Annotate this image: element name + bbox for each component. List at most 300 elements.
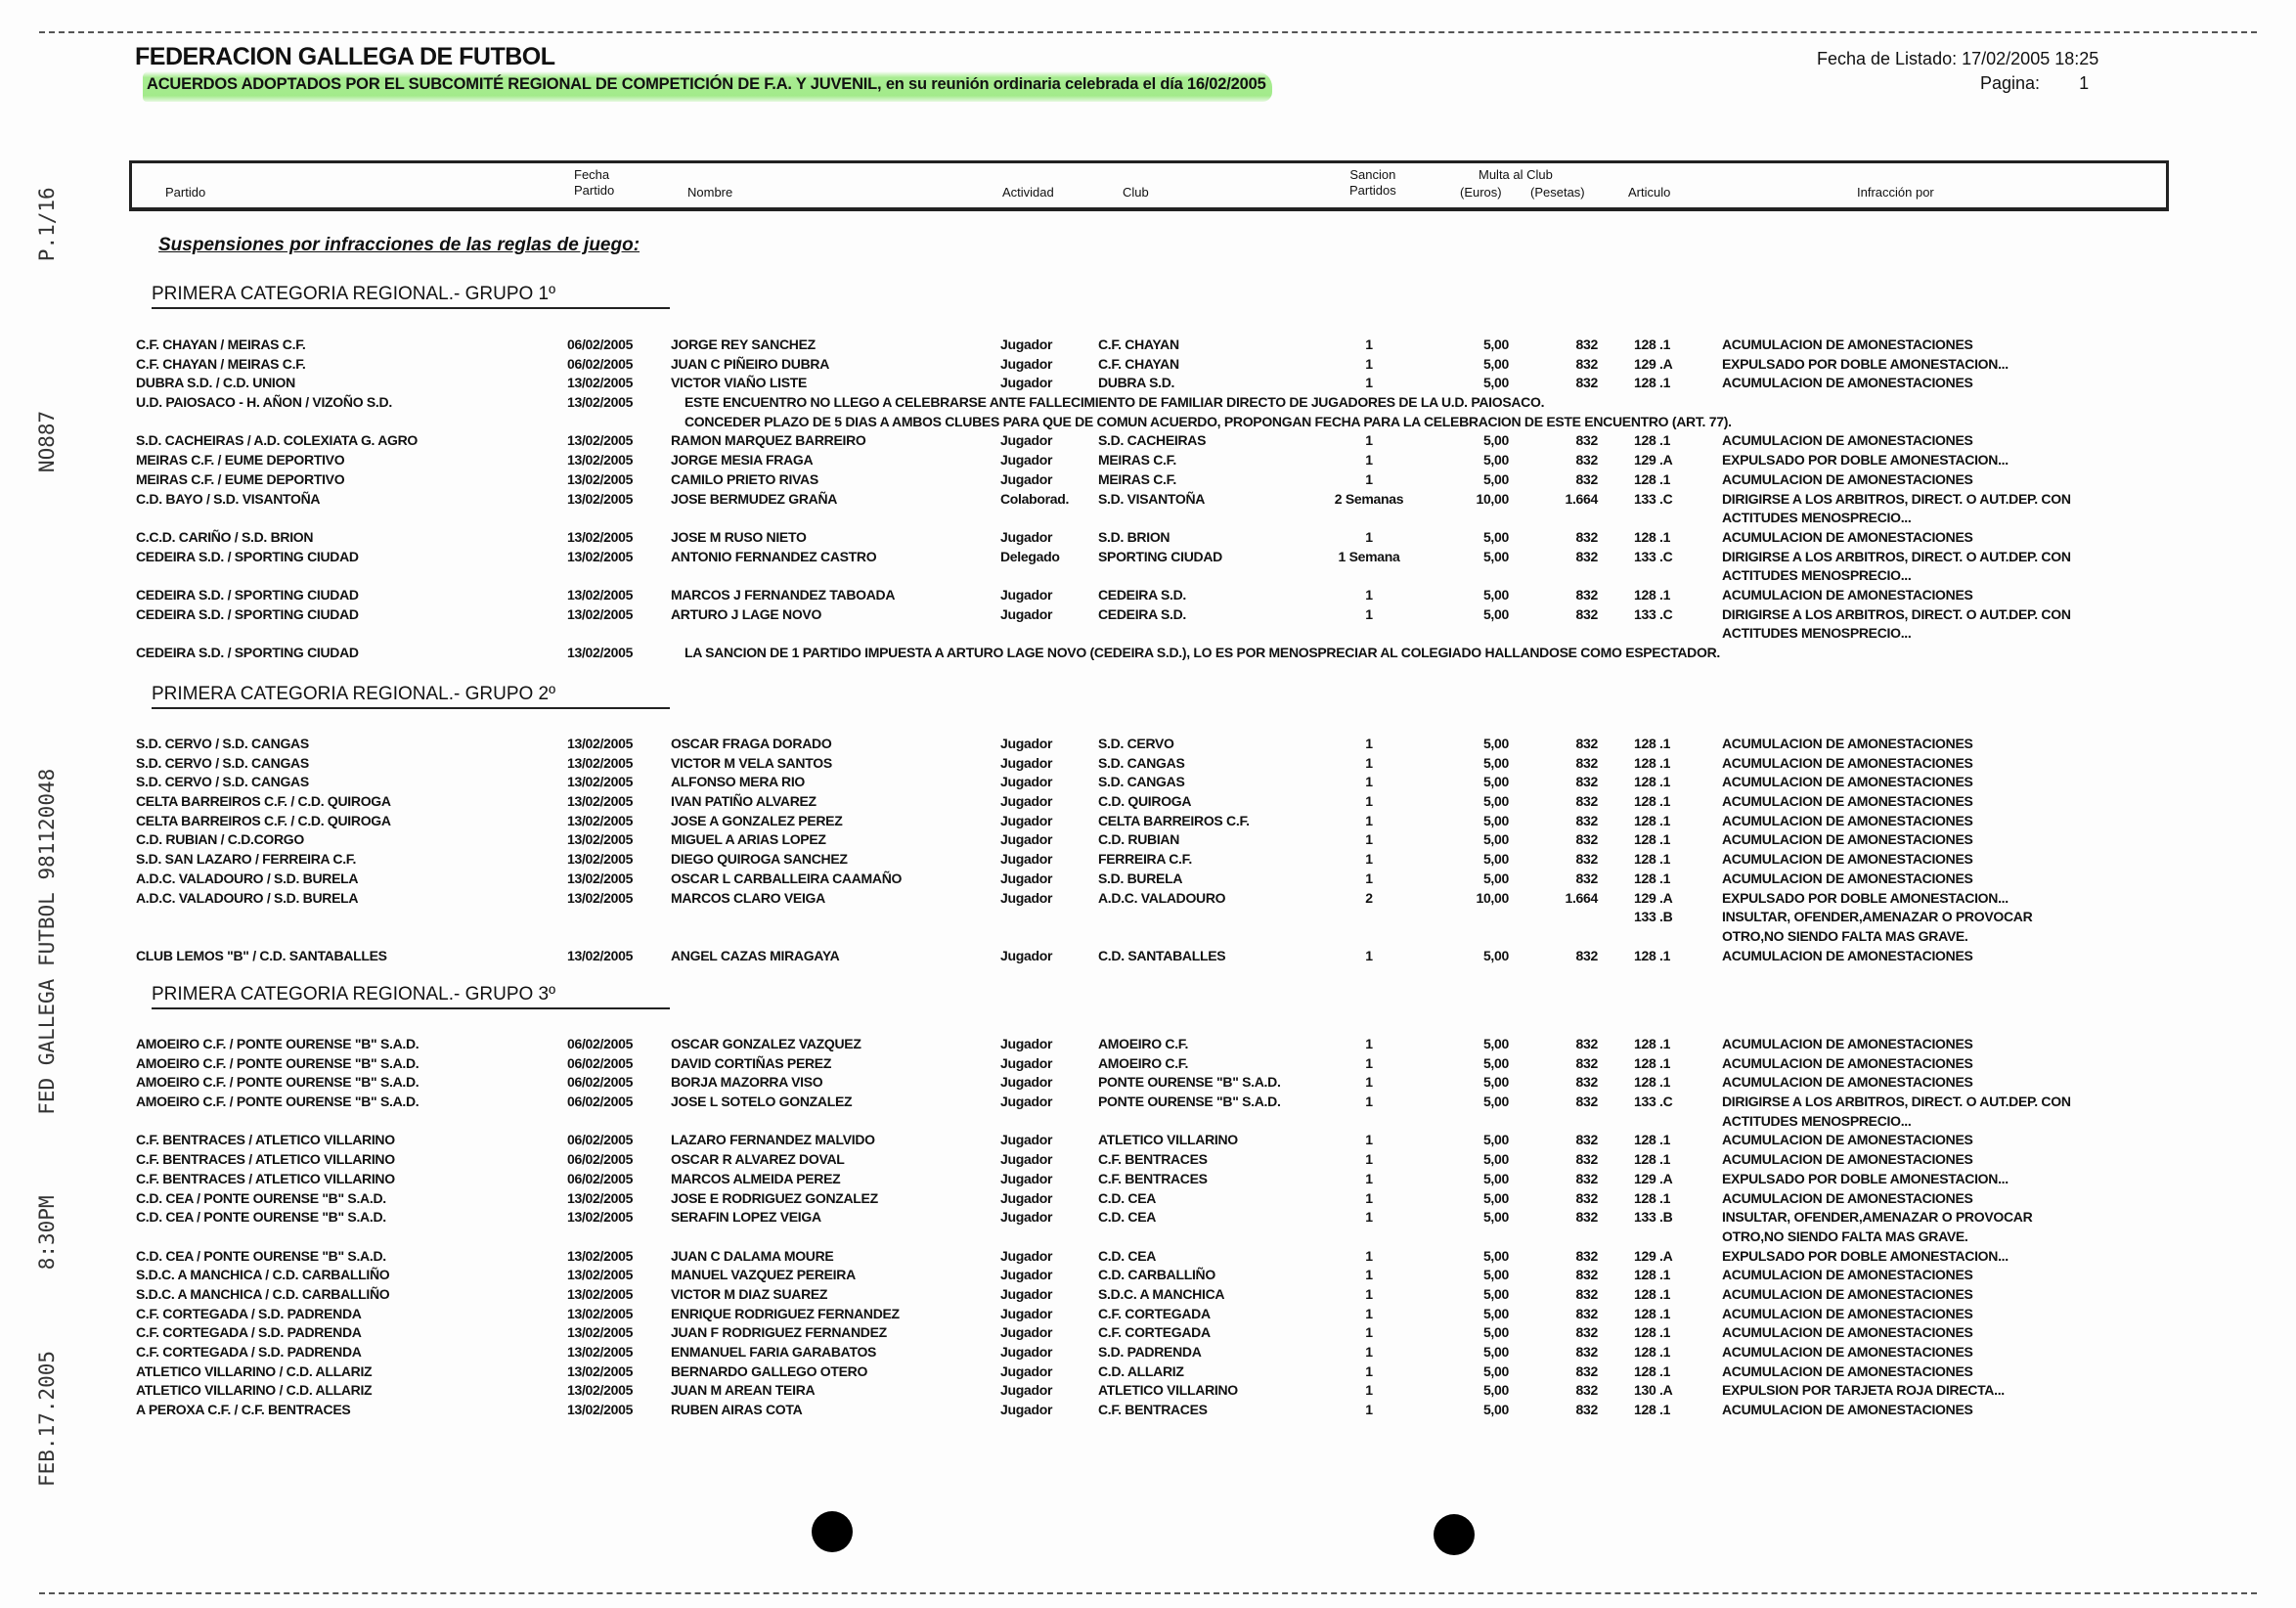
euros-cell: 5,00: [1482, 1247, 1509, 1264]
club-cell: AMOEIRO C.F.: [1098, 1054, 1189, 1071]
club-cell: FERREIRA C.F.: [1098, 851, 1192, 868]
note-line: ESTE ENCUENTRO NO LLEGO A CELEBRARSE ANTE FALLECIMIENTO DE FAMILIAR DIRECTO DE JUGADORES DE LA U.D. PAIOSACO.: [684, 394, 1545, 411]
partido-cell: A PEROXA C.F. / C.F. BENTRACES: [136, 1402, 351, 1418]
col-euros: (Euros): [1460, 185, 1502, 200]
infraccion-line: ACUMULACION DE AMONESTACIONES: [1722, 1036, 1973, 1051]
infraccion-line: ACUMULACION DE AMONESTACIONES: [1722, 1074, 1973, 1091]
actividad-cell: Jugador: [1000, 1285, 1053, 1302]
infraccion-line: ACUMULACION DE AMONESTACIONES: [1722, 470, 1973, 487]
euros-cell: 5,00: [1482, 432, 1509, 449]
infraccion-line: ACTITUDES MENOSPRECIO...: [1722, 567, 1912, 584]
actividad-cell: Jugador: [1000, 1305, 1053, 1321]
fecha-cell: 13/02/2005: [567, 1402, 634, 1418]
partido-cell: ATLETICO VILLARINO / C.D. ALLARIZ: [136, 1362, 373, 1379]
partido-cell: CLUB LEMOS "B" / C.D. SANTABALLES: [136, 947, 387, 963]
articulo-cell: 128 .1: [1634, 470, 1671, 487]
articulo-cell: 128 .1: [1634, 1402, 1671, 1418]
fecha-cell: 13/02/2005: [567, 375, 634, 391]
infraccion-line: ACUMULACION DE AMONESTACIONES: [1722, 375, 1973, 391]
partido-cell: S.D. CACHEIRAS / A.D. COLEXIATA G. AGRO: [136, 432, 419, 449]
infraccion-line: ACUMULACION DE AMONESTACIONES: [1722, 812, 1973, 828]
articulo-cell: 129 .A: [1634, 452, 1673, 469]
pesetas-cell: 832: [1575, 355, 1598, 372]
club-cell: C.F. CORTEGADA: [1098, 1324, 1211, 1341]
note-row: [0, 644, 2296, 663]
table-row: [0, 355, 2296, 375]
articulo-cell: 128 .1: [1634, 336, 1671, 352]
fecha-cell: 06/02/2005: [567, 1170, 634, 1186]
partido-cell: S.D. CERVO / S.D. CANGAS: [136, 754, 309, 771]
table-row: [0, 1343, 2296, 1362]
pesetas-cell: 832: [1575, 1305, 1598, 1321]
table-row: [0, 1305, 2296, 1324]
table-row: [0, 470, 2296, 490]
sancion-cell: 1: [1365, 1324, 1373, 1341]
infraccion-line: ACUMULACION DE AMONESTACIONES: [1722, 1324, 1973, 1341]
fecha-cell: 13/02/2005: [567, 586, 634, 603]
euros-cell: 5,00: [1482, 1267, 1509, 1283]
actividad-cell: Jugador: [1000, 452, 1053, 469]
articulo-cell: 128 .1: [1634, 1036, 1671, 1051]
articulo-cell: 128 .1: [1634, 793, 1671, 810]
infraccion-line: ACUMULACION DE AMONESTACIONES: [1722, 754, 1973, 771]
partido-cell: A.D.C. VALADOURO / S.D. BURELA: [136, 870, 359, 886]
partido-cell: C.F. BENTRACES / ATLETICO VILLARINO: [136, 1132, 395, 1148]
nombre-cell: MIGUEL A ARIAS LOPEZ: [671, 831, 826, 848]
col-actividad: Actividad: [1002, 185, 1054, 200]
articulo-cell: 128 .1: [1634, 851, 1671, 868]
infraccion-line: DIRIGIRSE A LOS ARBITROS, DIRECT. O AUT.DEP. CON: [1722, 1094, 2071, 1110]
actividad-cell: Jugador: [1000, 1402, 1053, 1418]
nombre-cell: RUBEN AIRAS COTA: [671, 1402, 803, 1418]
nombre-cell: JORGE REY SANCHEZ: [671, 336, 816, 352]
infraccion-line: ACUMULACION DE AMONESTACIONES: [1722, 1151, 1973, 1168]
table-row: [0, 773, 2296, 792]
euros-cell: 10,00: [1476, 889, 1509, 906]
pesetas-cell: 832: [1575, 432, 1598, 449]
pesetas-cell: 832: [1575, 812, 1598, 828]
pesetas-cell: 832: [1575, 1094, 1598, 1110]
club-cell: A.D.C. VALADOURO: [1098, 889, 1226, 906]
fecha-cell: 06/02/2005: [567, 1036, 634, 1051]
club-cell: C.F. BENTRACES: [1098, 1402, 1208, 1418]
table-row: [0, 1401, 2296, 1420]
euros-cell: 5,00: [1482, 1344, 1509, 1361]
table-row: [0, 1093, 2296, 1131]
infraccion-line: ACUMULACION DE AMONESTACIONES: [1722, 870, 1973, 886]
fax-number: NO887: [35, 410, 59, 473]
euros-cell: 5,00: [1482, 528, 1509, 545]
partido-cell: AMOEIRO C.F. / PONTE OURENSE "B" S.A.D.: [136, 1094, 419, 1110]
articulo-cell: 133 .C: [1634, 1094, 1673, 1110]
nombre-cell: VICTOR M DIAZ SUAREZ: [671, 1285, 828, 1302]
partido-cell: C.F. BENTRACES / ATLETICO VILLARINO: [136, 1151, 395, 1168]
euros-cell: 5,00: [1482, 870, 1509, 886]
club-cell: MEIRAS C.F.: [1098, 470, 1176, 487]
euros-cell: 5,00: [1482, 1402, 1509, 1418]
articulo-cell: 128 .1: [1634, 1362, 1671, 1379]
infraccion-line: ACUMULACION DE AMONESTACIONES: [1722, 1402, 1973, 1418]
fax-sender: FED GALLEGA FUTBOL 981120048: [35, 768, 59, 1115]
euros-cell: 10,00: [1476, 490, 1509, 507]
fecha-cell: 13/02/2005: [567, 452, 634, 469]
pesetas-cell: 832: [1575, 1054, 1598, 1071]
articulo-cell: 128 .1: [1634, 586, 1671, 603]
articulo-cell: 133 .B: [1634, 1209, 1673, 1226]
infraccion-line: ACUMULACION DE AMONESTACIONES: [1722, 1054, 1973, 1071]
infraccion-line: ACUMULACION DE AMONESTACIONES: [1722, 774, 1973, 790]
sancion-cell: 1: [1365, 1402, 1373, 1418]
infraccion-line: ACTITUDES MENOSPRECIO...: [1722, 510, 1912, 526]
euros-cell: 5,00: [1482, 1285, 1509, 1302]
actividad-cell: Jugador: [1000, 355, 1053, 372]
club-cell: AMOEIRO C.F.: [1098, 1036, 1189, 1051]
column-header: [129, 160, 2169, 211]
pesetas-cell: 832: [1575, 774, 1598, 790]
club-cell: CEDEIRA S.D.: [1098, 605, 1187, 622]
table-row: [0, 431, 2296, 451]
nombre-cell: OSCAR FRAGA DORADO: [671, 736, 832, 751]
pesetas-cell: 1.664: [1565, 490, 1598, 507]
actividad-cell: Jugador: [1000, 1189, 1053, 1206]
club-cell: SPORTING CIUDAD: [1098, 548, 1222, 564]
table-row: [0, 1266, 2296, 1285]
actividad-cell: Jugador: [1000, 1324, 1053, 1341]
table-row: [0, 812, 2296, 831]
table-row: [0, 1381, 2296, 1401]
club-cell: PONTE OURENSE "B" S.A.D.: [1098, 1074, 1281, 1091]
col-sancion-line1: Sancion: [1349, 167, 1396, 182]
actividad-cell: Delegado: [1000, 548, 1060, 564]
col-infraccion: Infracción por: [1857, 185, 1934, 200]
partido-cell: C.D. CEA / PONTE OURENSE "B" S.A.D.: [136, 1247, 386, 1264]
club-cell: CELTA BARREIROS C.F.: [1098, 812, 1250, 828]
euros-cell: 5,00: [1482, 605, 1509, 622]
articulo-cell: 128 .1: [1634, 774, 1671, 790]
sancion-cell: 1: [1365, 947, 1373, 963]
club-cell: C.D. ALLARIZ: [1098, 1362, 1184, 1379]
partido-cell: S.D. CERVO / S.D. CANGAS: [136, 774, 309, 790]
sancion-cell: 1: [1365, 1036, 1373, 1051]
pesetas-cell: 832: [1575, 1285, 1598, 1302]
partido-cell: C.F. CHAYAN / MEIRAS C.F.: [136, 355, 306, 372]
nombre-cell: ENRIQUE RODRIGUEZ FERNANDEZ: [671, 1305, 900, 1321]
fecha-cell: 13/02/2005: [567, 1267, 634, 1283]
group-title-3: PRIMERA CATEGORIA REGIONAL.- GRUPO 3º: [152, 984, 670, 1009]
infraccion-line: OTRO,NO SIENDO FALTA MAS GRAVE.: [1722, 1228, 1968, 1244]
infraccion-line: ACUMULACION DE AMONESTACIONES: [1722, 736, 1973, 751]
group-rows-2: [0, 735, 2296, 965]
nombre-cell: MARCOS ALMEIDA PEREZ: [671, 1170, 841, 1186]
pesetas-cell: 832: [1575, 1267, 1598, 1283]
partido-cell: ATLETICO VILLARINO / C.D. ALLARIZ: [136, 1382, 373, 1399]
fecha-cell: 13/02/2005: [567, 605, 634, 622]
nombre-cell: DAVID CORTIÑAS PEREZ: [671, 1054, 832, 1071]
nombre-cell: JOSE BERMUDEZ GRAÑA: [671, 490, 838, 507]
table-row: [0, 528, 2296, 548]
actividad-cell: Jugador: [1000, 1151, 1053, 1168]
euros-cell: 5,00: [1482, 1054, 1509, 1071]
euros-cell: 5,00: [1482, 1362, 1509, 1379]
nombre-cell: ANGEL CAZAS MIRAGAYA: [671, 947, 840, 963]
infraccion-line: DIRIGIRSE A LOS ARBITROS, DIRECT. O AUT.DEP. CON: [1722, 548, 2071, 564]
articulo-cell: 128 .1: [1634, 1132, 1671, 1148]
actividad-cell: Jugador: [1000, 375, 1053, 391]
articulo-cell: 133 .B: [1634, 909, 1673, 925]
euros-cell: 5,00: [1482, 812, 1509, 828]
nombre-cell: ENMANUEL FARIA GARABATOS: [671, 1344, 877, 1361]
partido-cell: S.D. CERVO / S.D. CANGAS: [136, 736, 309, 751]
fecha-cell: 13/02/2005: [567, 1305, 634, 1321]
club-cell: S.D. CACHEIRAS: [1098, 432, 1207, 449]
sancion-cell: 1: [1365, 1189, 1373, 1206]
scan-edge-bottom: [39, 1592, 2257, 1594]
club-cell: C.D. QUIROGA: [1098, 793, 1192, 810]
fecha-cell: 13/02/2005: [567, 1209, 634, 1226]
club-cell: DUBRA S.D.: [1098, 375, 1175, 391]
sancion-cell: 1: [1365, 1344, 1373, 1361]
infraccion-line: ACUMULACION DE AMONESTACIONES: [1722, 1305, 1973, 1321]
table-row: [0, 830, 2296, 850]
scan-edge-top: [39, 31, 2257, 33]
pesetas-cell: 832: [1575, 1324, 1598, 1341]
fecha-cell: 13/02/2005: [567, 1247, 634, 1264]
actividad-cell: Jugador: [1000, 754, 1053, 771]
pesetas-cell: 832: [1575, 1344, 1598, 1361]
actividad-cell: Jugador: [1000, 851, 1053, 868]
sancion-cell: 1: [1365, 774, 1373, 790]
sancion-cell: 1: [1365, 355, 1373, 372]
euros-cell: 5,00: [1482, 470, 1509, 487]
euros-cell: 5,00: [1482, 793, 1509, 810]
articulo-cell: 133 .C: [1634, 605, 1673, 622]
fax-time: 8:30PM: [35, 1195, 59, 1271]
col-pesetas: (Pesetas): [1530, 185, 1585, 200]
table-row: [0, 792, 2296, 812]
nombre-cell: JUAN M AREAN TEIRA: [671, 1382, 816, 1399]
group-rows-3: [0, 1035, 2296, 1420]
nombre-cell: JORGE MESIA FRAGA: [671, 452, 814, 469]
listing-date: [1817, 49, 2098, 69]
pesetas-cell: 832: [1575, 336, 1598, 352]
col-sancion-line2: Partidos: [1349, 183, 1396, 198]
fecha-cell: 13/02/2005: [567, 947, 634, 963]
fecha-cell: 13/02/2005: [567, 754, 634, 771]
partido-cell: CEDEIRA S.D. / SPORTING CIUDAD: [136, 586, 359, 603]
sancion-cell: 2: [1365, 889, 1373, 906]
infraccion-line: EXPULSION POR TARJETA ROJA DIRECTA...: [1722, 1382, 2005, 1399]
partido-cell: CEDEIRA S.D. / SPORTING CIUDAD: [136, 605, 359, 622]
actividad-cell: Jugador: [1000, 1036, 1053, 1051]
nombre-cell: SERAFIN LOPEZ VEIGA: [671, 1209, 821, 1226]
actividad-cell: Jugador: [1000, 1344, 1053, 1361]
nombre-cell: JOSE A GONZALEZ PEREZ: [671, 812, 843, 828]
articulo-cell: 128 .1: [1634, 528, 1671, 545]
sancion-cell: 1: [1365, 1382, 1373, 1399]
fecha-cell: 13/02/2005: [567, 1344, 634, 1361]
articulo-cell: 128 .1: [1634, 1305, 1671, 1321]
sancion-cell: 1: [1365, 1132, 1373, 1148]
fecha-cell: 13/02/2005: [567, 490, 634, 507]
pesetas-cell: 1.664: [1565, 889, 1598, 906]
sancion-cell: 1: [1365, 528, 1373, 545]
sancion-cell: 1: [1365, 1209, 1373, 1226]
nombre-cell: BORJA MAZORRA VISO: [671, 1074, 823, 1091]
fecha-cell: 13/02/2005: [567, 870, 634, 886]
nombre-cell: VICTOR M VELA SANTOS: [671, 754, 832, 771]
table-row: [0, 870, 2296, 889]
sancion-cell: 1: [1365, 831, 1373, 848]
fecha-cell: 13/02/2005: [567, 1189, 634, 1206]
articulo-cell: 128 .1: [1634, 1074, 1671, 1091]
club-cell: C.F. CORTEGADA: [1098, 1305, 1211, 1321]
pesetas-cell: 832: [1575, 586, 1598, 603]
pesetas-cell: 832: [1575, 754, 1598, 771]
nombre-cell: MANUEL VAZQUEZ PEREIRA: [671, 1267, 856, 1283]
euros-cell: 5,00: [1482, 1036, 1509, 1051]
fax-date: FEB.17.2005: [35, 1350, 59, 1487]
euros-cell: 5,00: [1482, 586, 1509, 603]
articulo-cell: 128 .1: [1634, 1344, 1671, 1361]
nombre-cell: CAMILO PRIETO RIVAS: [671, 470, 818, 487]
col-club: Club: [1123, 185, 1149, 200]
infraccion-line: ACUMULACION DE AMONESTACIONES: [1722, 1267, 1973, 1283]
table-row: [0, 1189, 2296, 1209]
table-row: [0, 1323, 2296, 1343]
partido-cell: S.D.C. A MANCHICA / C.D. CARBALLIÑO: [136, 1267, 390, 1283]
infraccion-line: ACTITUDES MENOSPRECIO...: [1722, 1112, 1912, 1129]
euros-cell: 5,00: [1482, 1324, 1509, 1341]
sancion-cell: 1: [1365, 1094, 1373, 1110]
articulo-cell: 128 .1: [1634, 1285, 1671, 1302]
actividad-cell: Jugador: [1000, 831, 1053, 848]
sancion-cell: 1: [1365, 1267, 1373, 1283]
infraccion-line: ACUMULACION DE AMONESTACIONES: [1722, 586, 1973, 603]
euros-cell: 5,00: [1482, 831, 1509, 848]
group-title-1: PRIMERA CATEGORIA REGIONAL.- GRUPO 1º: [152, 284, 670, 309]
table-row: [0, 735, 2296, 754]
euros-cell: 5,00: [1482, 355, 1509, 372]
articulo-cell: 128 .1: [1634, 1054, 1671, 1071]
sancion-cell: 1: [1365, 1305, 1373, 1321]
euros-cell: 5,00: [1482, 1170, 1509, 1186]
sancion-cell: 1: [1365, 1285, 1373, 1302]
club-cell: C.F. BENTRACES: [1098, 1170, 1208, 1186]
actividad-cell: Jugador: [1000, 736, 1053, 751]
nombre-cell: JOSE M RUSO NIETO: [671, 528, 807, 545]
club-cell: C.F. BENTRACES: [1098, 1151, 1208, 1168]
actividad-cell: Colaborad.: [1000, 490, 1070, 507]
fecha-cell: 13/02/2005: [567, 470, 634, 487]
articulo-cell: 128 .1: [1634, 1189, 1671, 1206]
actividad-cell: Jugador: [1000, 947, 1053, 963]
club-cell: C.D. CEA: [1098, 1209, 1157, 1226]
col-partido: Partido: [165, 185, 206, 200]
nombre-cell: LAZARO FERNANDEZ MALVIDO: [671, 1132, 875, 1148]
pesetas-cell: 832: [1575, 1209, 1598, 1226]
club-cell: MEIRAS C.F.: [1098, 452, 1176, 469]
fecha-cell: 06/02/2005: [567, 1094, 634, 1110]
partido-cell: DUBRA S.D. / C.D. UNION: [136, 375, 295, 391]
articulo-cell: 128 .1: [1634, 432, 1671, 449]
euros-cell: 5,00: [1482, 375, 1509, 391]
document-subtitle: ACUERDOS ADOPTADOS POR EL SUBCOMITÉ REGIONAL DE COMPETICIÓN DE F.A. Y JUVENIL, en su reunión ordinaria celebrada el día 16/02/2005: [143, 71, 1272, 102]
infraccion-line: INSULTAR, OFENDER,AMENAZAR O PROVOCAR: [1722, 909, 2033, 925]
pesetas-cell: 832: [1575, 1132, 1598, 1148]
articulo-cell: 129 .A: [1634, 355, 1673, 372]
actividad-cell: Jugador: [1000, 528, 1053, 545]
partido-cell: AMOEIRO C.F. / PONTE OURENSE "B" S.A.D.: [136, 1054, 419, 1071]
articulo-cell: 129 .A: [1634, 1247, 1673, 1264]
club-cell: S.D. PADRENDA: [1098, 1344, 1202, 1361]
actividad-cell: Jugador: [1000, 1170, 1053, 1186]
euros-cell: 5,00: [1482, 1132, 1509, 1148]
partido-cell: A.D.C. VALADOURO / S.D. BURELA: [136, 889, 359, 906]
table-row: [0, 1035, 2296, 1054]
club-cell: C.D. CEA: [1098, 1247, 1157, 1264]
table-row: [0, 1170, 2296, 1189]
infraccion-line: ACUMULACION DE AMONESTACIONES: [1722, 1285, 1973, 1302]
pesetas-cell: 832: [1575, 1074, 1598, 1091]
nombre-cell: RAMON MARQUEZ BARREIRO: [671, 432, 866, 449]
infraccion-line: ACUMULACION DE AMONESTACIONES: [1722, 1362, 1973, 1379]
club-cell: C.D. CEA: [1098, 1189, 1157, 1206]
euros-cell: 5,00: [1482, 452, 1509, 469]
articulo-cell: 133 .C: [1634, 490, 1673, 507]
partido-cell: AMOEIRO C.F. / PONTE OURENSE "B" S.A.D.: [136, 1074, 419, 1091]
page-label: Pagina:: [1980, 73, 2041, 93]
listing-date-label: Fecha de Listado:: [1817, 49, 1958, 68]
pesetas-cell: 832: [1575, 736, 1598, 751]
nombre-cell: OSCAR L CARBALLEIRA CAAMAÑO: [671, 870, 903, 886]
actividad-cell: Jugador: [1000, 774, 1053, 790]
table-row: [0, 1362, 2296, 1382]
infraccion-line: ACUMULACION DE AMONESTACIONES: [1722, 1189, 1973, 1206]
table-row: [0, 1131, 2296, 1150]
actividad-cell: Jugador: [1000, 1132, 1053, 1148]
fecha-cell: 13/02/2005: [567, 1285, 634, 1302]
pesetas-cell: 832: [1575, 1247, 1598, 1264]
euros-cell: 5,00: [1482, 336, 1509, 352]
infraccion-line: EXPULSADO POR DOBLE AMONESTACION...: [1722, 452, 2009, 469]
table-row: [0, 850, 2296, 870]
partido-cell: CELTA BARREIROS C.F. / C.D. QUIROGA: [136, 812, 391, 828]
fecha-cell: 13/02/2005: [567, 812, 634, 828]
table-row: [0, 1247, 2296, 1267]
euros-cell: 5,00: [1482, 1189, 1509, 1206]
partido-cell: C.D. CEA / PONTE OURENSE "B" S.A.D.: [136, 1209, 386, 1226]
nombre-cell: ALFONSO MERA RIO: [671, 774, 806, 790]
sancion-cell: 1: [1365, 1362, 1373, 1379]
fax-pages: P.1/16: [35, 187, 59, 262]
partido-cell: C.D. BAYO / S.D. VISANTOÑA: [136, 490, 321, 507]
sancion-cell: 1: [1365, 470, 1373, 487]
pesetas-cell: 832: [1575, 793, 1598, 810]
col-articulo: Articulo: [1628, 185, 1671, 200]
nombre-cell: VICTOR VIAÑO LISTE: [671, 375, 808, 391]
fecha-cell: 13/02/2005: [567, 645, 634, 661]
punch-hole: [812, 1511, 853, 1552]
pesetas-cell: 832: [1575, 470, 1598, 487]
nombre-cell: OSCAR R ALVAREZ DOVAL: [671, 1151, 845, 1168]
punch-hole: [1434, 1514, 1475, 1555]
sancion-cell: 1: [1365, 1151, 1373, 1168]
pesetas-cell: 832: [1575, 605, 1598, 622]
note-line: LA SANCION DE 1 PARTIDO IMPUESTA A ARTURO LAGE NOVO (CEDEIRA S.D.), LO ES POR MENOSPRECIAR AL COLEGIADO HALLANDOSE COMO ESPECTADOR.: [684, 645, 1720, 661]
note-row: [0, 393, 2296, 431]
infraccion-line: ACUMULACION DE AMONESTACIONES: [1722, 851, 1973, 868]
articulo-cell: 128 .1: [1634, 1324, 1671, 1341]
